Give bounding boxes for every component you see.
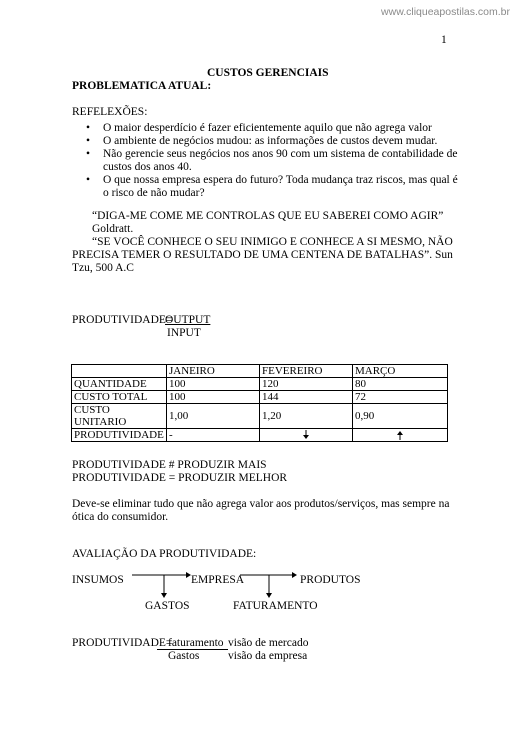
flow-gastos: GASTOS	[145, 600, 190, 612]
table-header-cell: FEVEREIRO	[260, 365, 353, 378]
flow-insumos: INSUMOS	[72, 574, 124, 586]
list-item: • O ambiente de negócios mudou: as informações de custos devem mudar.	[86, 135, 458, 148]
arrow-insumos-empresa	[132, 572, 191, 578]
reflexoes-heading: REFELEXÕES:	[72, 106, 148, 118]
list-item: • Não gerencie seus negócios nos anos 90 com um sistema de contabilidade de custos dos anos 40.	[86, 148, 458, 174]
watermark: www.cliqueapostilas.com.br	[381, 6, 510, 18]
statement-2: PRODUTIVIDADE = PRODUZIR MELHOR	[72, 472, 288, 484]
table-cell: 1,20	[260, 404, 353, 429]
table-cell: 120	[260, 378, 353, 391]
table-cell: 0,90	[353, 404, 448, 429]
list-item: • O que nossa empresa espera do futuro? Toda mudança traz riscos, mas qual é o risco de não mudar?	[86, 174, 458, 200]
table-cell: 80	[353, 378, 448, 391]
formula2-numerator: faturamento	[168, 637, 224, 649]
flow-empresa: EMPRESA	[191, 574, 245, 586]
formula1-numerator: OUTPUT	[165, 314, 211, 326]
table-cell: CUSTO TOTAL	[72, 391, 167, 404]
table-cell: PRODUTIVIDADE	[72, 429, 167, 442]
formula2-denominator: Gastos	[168, 650, 200, 662]
table-cell: 100	[167, 378, 260, 391]
table-cell: CUSTO UNITARIO	[72, 404, 167, 429]
table-cell: QUANTIDADE	[72, 378, 167, 391]
avaliacao-heading: AVALIAÇÃO DA PRODUTIVIDADE:	[72, 548, 257, 560]
table-cell: 72	[353, 391, 448, 404]
table-cell: -	[167, 429, 260, 442]
formula2-label: PRODUTIVIDADE=	[72, 637, 173, 649]
paragraph: Deve-se eliminar tudo que não agrega valor aos produtos/serviços, mas sempre na ótica do consumidor.	[72, 498, 450, 523]
table-cell: 1,00	[167, 404, 260, 429]
arrow-to-gastos	[161, 575, 167, 598]
table-cell: 144	[260, 391, 353, 404]
arrow-to-faturamento	[266, 575, 272, 598]
page-number: 1	[441, 34, 447, 46]
table-header-cell: MARÇO	[353, 365, 448, 378]
page-title: CUSTOS GERENCIAIS	[207, 67, 329, 79]
table-header-cell: JANEIRO	[167, 365, 260, 378]
table-cell: 100	[167, 391, 260, 404]
flow-faturamento: FATURAMENTO	[233, 600, 318, 612]
quote-goldratt: “DIGA-ME COME ME CONTROLAS QUE EU SABEREI COMO AGIR” Goldratt.	[92, 210, 444, 235]
formula2-note1: visão de mercado	[228, 637, 309, 649]
section-subtitle: PROBLEMATICA ATUAL:	[72, 80, 212, 92]
quote-sun-tzu: “SE VOCÊ CONHECE O SEU INIMIGO E CONHECE A SI MESMO, NÃO PRECISA TEMER O RESULTADO DE UMA CENTENA DE BATALHAS”. Sun Tzu, 500 A.C	[72, 236, 453, 274]
statement-1: PRODUTIVIDADE # PRODUZIR MAIS	[72, 459, 267, 471]
flow-produtos: PRODUTOS	[300, 574, 361, 586]
list-item: • O maior desperdício é fazer eficientemente aquilo que não agrega valor	[86, 122, 458, 135]
formula2-note2: visão da empresa	[228, 650, 308, 662]
formula1-denominator: INPUT	[167, 327, 201, 339]
formula1-label: PRODUTIVIDADE=	[72, 314, 173, 326]
